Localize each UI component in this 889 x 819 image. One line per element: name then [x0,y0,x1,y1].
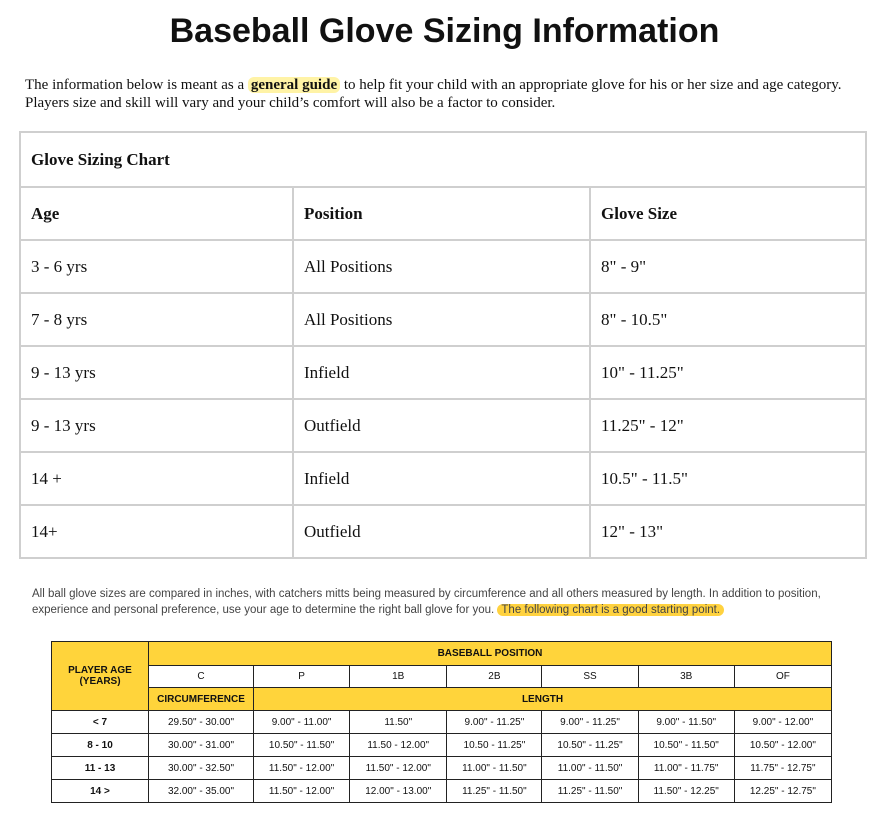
row-age: 8 - 10 [52,734,149,757]
cell-glove-size: 8" - 9" [590,240,866,293]
cell-position: Outfield [293,399,590,452]
glove-sizing-chart [19,131,867,559]
cell-value: 10.50" - 12.00" [734,734,831,757]
table-row [20,346,866,399]
intro-text-before: The information below is meant as a [25,77,248,93]
cell-value: 30.00" - 32.50" [149,757,254,780]
cell-value: 11.50" - 12.00" [254,757,350,780]
cell-value: 9.00" - 12.00" [734,711,831,734]
cell-value: 11.75" - 12.75" [734,757,831,780]
table-row [52,757,832,780]
cell-glove-size: 8" - 10.5" [590,293,866,346]
cell-age: 7 - 8 yrs [20,293,293,346]
position-p: P [254,666,350,688]
cell-position: All Positions [293,293,590,346]
intro-text-after: to help fit your child with an appropriate glove for his or her size and age category. Players size and skill will vary and your child’s comfort will also be a factor to consider. [25,77,842,111]
cell-position: All Positions [293,240,590,293]
header-position: Position [293,187,590,240]
table-row [20,240,866,293]
cell-value: 9.00" - 11.00" [254,711,350,734]
cell-value: 11.00" - 11.75" [638,757,734,780]
cell-value: 10.50" - 11.25" [542,734,638,757]
cell-value: 9.00" - 11.25" [447,711,542,734]
table-row [52,734,832,757]
cell-value: 11.00" - 11.50" [542,757,638,780]
header-age: Age [20,187,293,240]
table-row [20,505,866,558]
cell-value: 10.50" - 11.50" [254,734,350,757]
intro-paragraph [25,76,865,112]
cell-value: 12.25" - 12.75" [734,780,831,803]
cell-value: 9.00" - 11.50" [638,711,734,734]
position-1b: 1B [350,666,447,688]
table-row [20,399,866,452]
row-age: 11 - 13 [52,757,149,780]
baseball-position-header: BASEBALL POSITION [149,642,832,666]
page-title: Baseball Glove Sizing Information [169,12,720,50]
cell-glove-size: 12" - 13" [590,505,866,558]
cell-value: 10.50 - 11.25" [447,734,542,757]
cell-age: 9 - 13 yrs [20,346,293,399]
cell-value: 30.00" - 31.00" [149,734,254,757]
table-row [52,780,832,803]
cell-value: 11.50" - 12.00" [350,757,447,780]
position-c: C [149,666,254,688]
cell-glove-size: 10" - 11.25" [590,346,866,399]
length-header: LENGTH [254,688,832,711]
cell-value: 11.25" - 11.50" [447,780,542,803]
position-3b: 3B [638,666,734,688]
player-age-header: PLAYER AGE (YEARS) [52,642,149,711]
cell-value: 29.50" - 30.00" [149,711,254,734]
cell-value: 11.50" [350,711,447,734]
table-row [52,711,832,734]
cell-value: 12.00" - 13.00" [350,780,447,803]
cell-glove-size: 11.25" - 12" [590,399,866,452]
chart-caption: Glove Sizing Chart [20,132,866,187]
position-sizing-chart [51,641,832,803]
measurement-text: All ball glove sizes are compared in inches, with catchers mitts being measured by circumference and all others measured by length. In addition to position, experience and personal preference, use your age to determine the right ball glove for you. [32,588,821,616]
row-age: < 7 [52,711,149,734]
header-glove-size: Glove Size [590,187,866,240]
cell-glove-size: 10.5" - 11.5" [590,452,866,505]
cell-value: 11.00" - 11.50" [447,757,542,780]
cell-age: 14 + [20,452,293,505]
position-2b: 2B [447,666,542,688]
cell-position: Outfield [293,505,590,558]
cell-position: Infield [293,346,590,399]
row-age: 14 > [52,780,149,803]
cell-age: 14+ [20,505,293,558]
cell-value: 11.50" - 12.25" [638,780,734,803]
position-of: OF [734,666,831,688]
cell-value: 11.50" - 12.00" [254,780,350,803]
cell-age: 9 - 13 yrs [20,399,293,452]
cell-age: 3 - 6 yrs [20,240,293,293]
cell-position: Infield [293,452,590,505]
measurement-paragraph [32,586,862,618]
intro-highlight: general guide [248,77,340,93]
position-ss: SS [542,666,638,688]
cell-value: 9.00" - 11.25" [542,711,638,734]
cell-value: 10.50" - 11.50" [638,734,734,757]
measurement-highlight: The following chart is a good starting point. [497,604,724,616]
cell-value: 11.25" - 11.50" [542,780,638,803]
circumference-header: CIRCUMFERENCE [149,688,254,711]
table-row [20,293,866,346]
cell-value: 32.00" - 35.00" [149,780,254,803]
cell-value: 11.50 - 12.00" [350,734,447,757]
table-row [20,452,866,505]
